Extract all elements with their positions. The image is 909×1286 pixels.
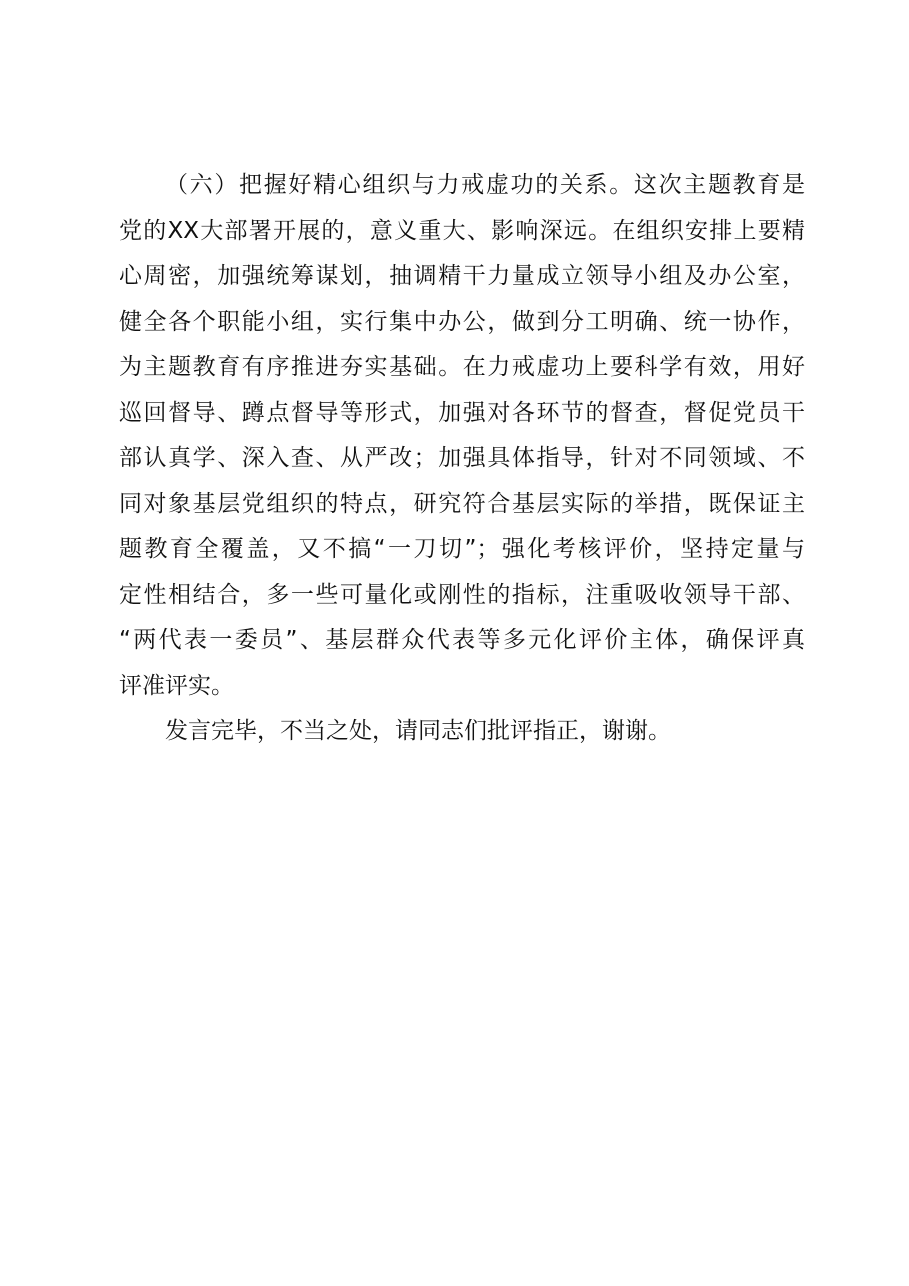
- text-line: 巡回督导、蹲点督导等形式，加强对各环节的督查，督促党员干: [119, 399, 805, 426]
- document-body: [119, 163, 805, 755]
- text-line: 为主题教育有序推进夯实基础。在力戒虚功上要科学有效，用好: [119, 354, 805, 380]
- text-line: 评准评实。: [119, 672, 234, 699]
- text-line: 同对象基层党组织的特点，研究符合基层实际的举措，既保证主: [119, 490, 805, 517]
- text-line: 部认真学、深入查、从严改；加强具体指导，针对不同领域、不: [119, 445, 805, 471]
- paragraph-closing-remarks: [119, 709, 805, 755]
- text-line: 党的XX大部署开展的，意义重大、影响深远。在组织安排上要精: [119, 217, 805, 244]
- text-line: （六）把握好精心组织与力戒虚功的关系。这次主题教育是: [165, 172, 805, 198]
- text-line: 题教育全覆盖，又不搞“一刀切”；强化考核评价，坚持定量与: [119, 536, 805, 562]
- text-line: “两代表一委员”、基层群众代表等多元化评价主体，确保评真: [119, 627, 805, 653]
- text-line: 心周密，加强统筹谋划，抽调精干力量成立领导小组及办公室，: [119, 263, 805, 289]
- text-line: 健全各个职能小组，实行集中办公，做到分工明确、统一协作，: [119, 308, 805, 335]
- paragraph-section-six: [119, 163, 805, 709]
- text-line: 定性相结合，多一些可量化或刚性的指标，注重吸收领导干部、: [119, 581, 805, 608]
- text-line: 发言完毕，不当之处，请同志们批评指正，谢谢。: [165, 718, 671, 744]
